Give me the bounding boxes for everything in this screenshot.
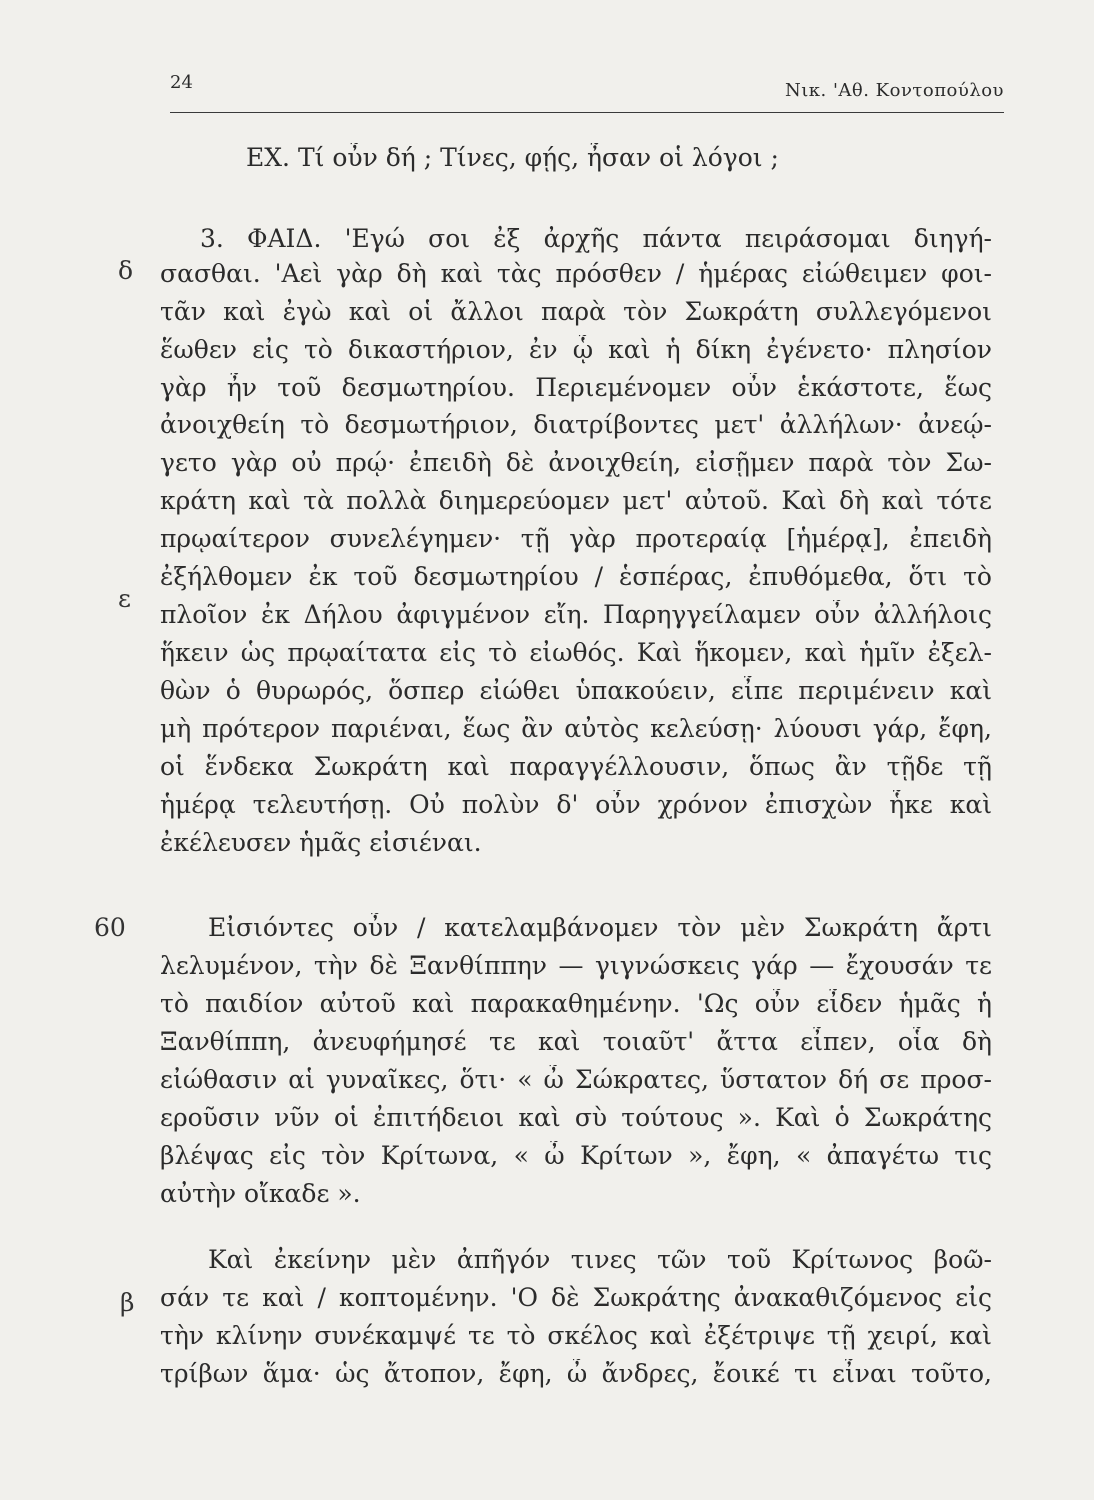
header-rule [170,112,1004,113]
margin-note-beta: β [120,1288,135,1317]
text-line: ἡμέρᾳ τελευτήσῃ. Οὐ πολὺν δ' οὖν χρόνον ἐπισχὼν ἧκε καὶ [160,790,992,819]
page-header [170,72,1004,118]
text-line: Καὶ ἐκείνην μὲν ἀπῆγόν τινες τῶν τοῦ Κρίτωνος βοῶ- [208,1245,992,1274]
margin-note-delta: δ [118,256,134,285]
text-line: τὸ παιδίον αὐτοῦ καὶ παρακαθημένην. 'Ως οὖν εἶδεν ἡμᾶς ἡ [160,989,992,1018]
running-head: Νικ. 'Αθ. Κοντοπούλου [784,80,1004,101]
text-line: κράτη καὶ τὰ πολλὰ διημερεύομεν μετ' αὐτοῦ. Καὶ δὴ καὶ τότε [160,486,992,515]
text-line: ἀνοιχθείη τὸ δεσμωτήριον, διατρίβοντες μετ' ἀλλήλων· ἀνεῴ- [160,410,992,439]
text-line: πλοῖον ἐκ Δήλου ἀφιγμένον εἴη. Παρηγγείλαμεν οὖν ἀλλήλοις [160,600,992,629]
text-line: λελυμένον, τὴν δὲ Ξανθίππην — γιγνώσκεις γάρ — ἔχουσάν τε [160,951,992,980]
text-line: ἥκειν ὡς πρῳαίτατα εἰς τὸ εἰωθός. Καὶ ἥκομεν, καὶ ἡμῖν ἐξελ- [160,638,992,667]
text-line: μὴ πρότερον παριέναι, ἕως ἂν αὐτὸς κελεύσῃ· λύουσι γάρ, ἔφη, [160,714,992,743]
text-line: ἕωθεν εἰς τὸ δικαστήριον, ἐν ᾧ καὶ ἡ δίκη ἐγένετο· πλησίον [160,335,992,364]
text-line: εροῦσιν νῦν οἱ ἐπιτήδειοι καὶ σὺ τούτους ». Καὶ ὁ Σωκράτης [160,1103,992,1132]
text-line: γὰρ ἦν τοῦ δεσμωτηρίου. Περιεμένομεν οὖν ἑκάστοτε, ἕως [160,373,992,402]
text-line: ΕΧ. Τί οὖν δή ; Τίνες, φῄς, ἦσαν οἱ λόγοι ; [246,143,779,172]
margin-note-60: 60 [94,913,126,942]
text-line: γετο γὰρ οὐ πρῴ· ἐπειδὴ δὲ ἀνοιχθείη, εἰσῇμεν παρὰ τὸν Σω- [160,448,992,477]
text-line: εἰώθασιν αἱ γυναῖκες, ὅτι· « ὦ Σώκρατες, ὕστατον δή σε προσ- [160,1065,992,1094]
text-line: 3. ΦΑΙΔ. 'Εγώ σοι ἐξ ἀρχῆς πάντα πειράσομαι διηγή- [200,224,992,253]
text-line: οἱ ἕνδεκα Σωκράτη καὶ παραγγέλλουσιν, ὅπως ἂν τῇδε τῇ [160,752,992,781]
text-line: βλέψας εἰς τὸν Κρίτωνα, « ὦ Κρίτων », ἔφη, « ἀπαγέτω τις [160,1141,992,1170]
text-line: τὴν κλίνην συνέκαμψέ τε τὸ σκέλος καὶ ἐξέτριψε τῇ χειρί, καὶ [160,1321,992,1350]
margin-note-epsilon: ε [118,584,131,613]
text-line: ἐξήλθομεν ἐκ τοῦ δεσμωτηρίου / ἑσπέρας, ἐπυθόμεθα, ὅτι τὸ [160,562,992,591]
text-line: σάν τε καὶ / κοπτομένην. 'Ο δὲ Σωκράτης ἀνακαθιζόμενος εἰς [160,1283,992,1312]
text-line: πρῳαίτερον συνελέγημεν· τῇ γὰρ προτεραίᾳ [ἡμέρᾳ], ἐπειδὴ [160,524,992,553]
text-line: Εἰσιόντες οὖν / κατελαμβάνομεν τὸν μὲν Σωκράτη ἄρτι [208,913,992,942]
text-line: τρίβων ἅμα· ὡς ἄτοπον, ἔφη, ὦ ἄνδρες, ἔοικέ τι εἶναι τοῦτο, [160,1359,992,1388]
text-line: τᾶν καὶ ἐγὼ καὶ οἱ ἄλλοι παρὰ τὸν Σωκράτη συλλεγόμενοι [160,297,992,326]
page-number: 24 [170,72,193,93]
text-line: ἐκέλευσεν ἡμᾶς εἰσιέναι. [160,828,482,857]
text-line: σασθαι. 'Αεὶ γὰρ δὴ καὶ τὰς πρόσθεν / ἡμέρας εἰώθειμεν φοι- [160,259,992,288]
text-line: Ξανθίππη, ἀνευφήμησέ τε καὶ τοιαῦτ' ἄττα εἶπεν, οἷα δὴ [160,1027,992,1056]
text-line: αὐτὴν οἴκαδε ». [160,1179,361,1208]
text-line: θὼν ὁ θυρωρός, ὅσπερ εἰώθει ὑπακούειν, εἶπε περιμένειν καὶ [160,676,992,705]
